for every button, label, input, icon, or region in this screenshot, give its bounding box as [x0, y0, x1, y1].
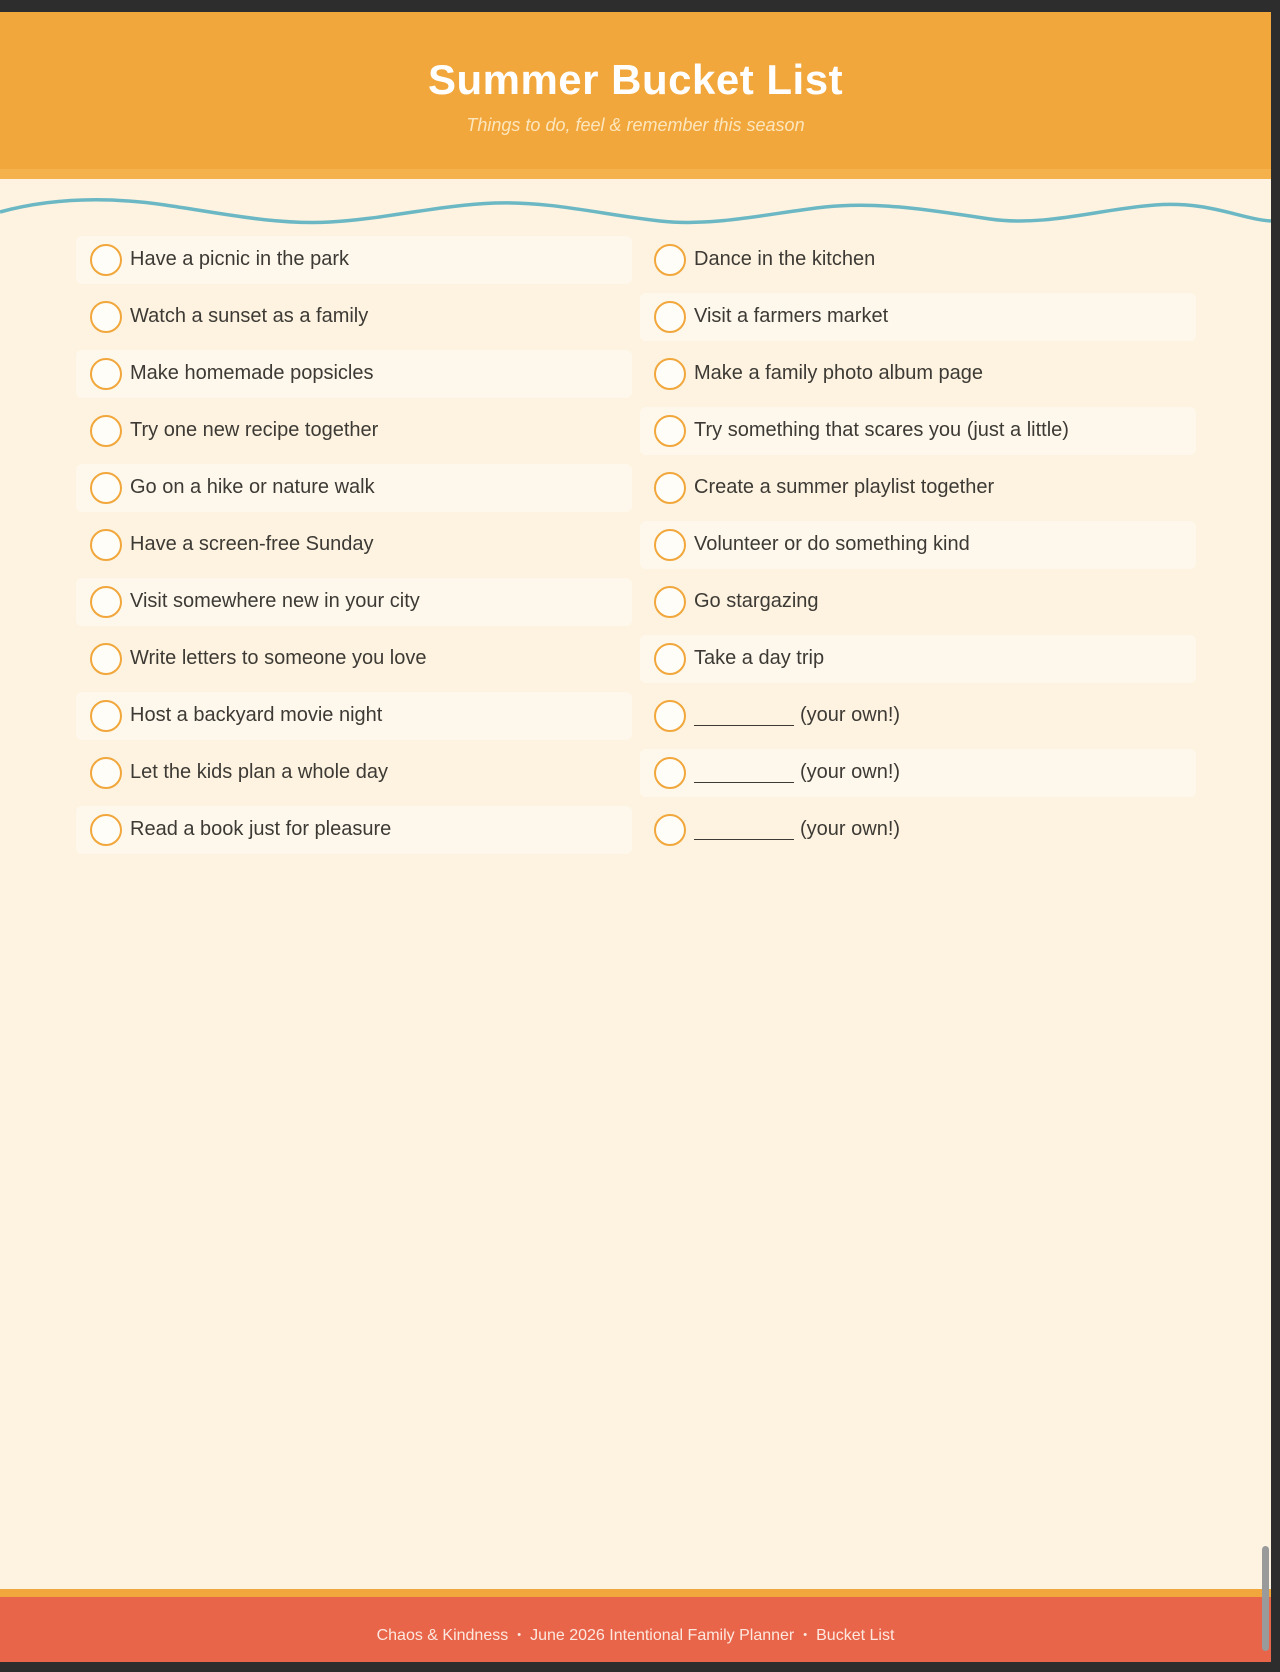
list-item	[76, 804, 632, 861]
item-label: Watch a sunset as a family	[130, 305, 369, 327]
item-label: Have a picnic in the park	[130, 248, 350, 270]
page-footer	[0, 1589, 1271, 1662]
window-top-bar	[0, 0, 1280, 12]
item-label: Create a summer playlist together	[694, 476, 995, 498]
checkbox-circle[interactable]	[90, 700, 122, 732]
item-label: Volunteer or do something kind	[694, 533, 970, 555]
list-item	[76, 462, 632, 519]
planner-page	[0, 12, 1271, 1662]
checkbox-circle[interactable]	[654, 757, 686, 789]
footer-planner: June 2026 Intentional Family Planner	[530, 1627, 795, 1644]
item-label: (your own!)	[800, 704, 901, 726]
item-label: Write letters to someone you love	[130, 647, 427, 669]
page-title: Summer Bucket List	[427, 56, 844, 103]
item-label: Have a screen-free Sunday	[130, 533, 374, 555]
item-label: Host a backyard movie night	[130, 704, 383, 726]
checkbox-circle[interactable]	[90, 814, 122, 846]
list-item	[640, 519, 1196, 576]
blank-line[interactable]	[694, 706, 794, 726]
list-item	[76, 576, 632, 633]
list-item	[76, 690, 632, 747]
scrollbar-track[interactable]	[1271, 12, 1280, 1662]
list-item	[640, 576, 1196, 633]
item-label: (your own!)	[800, 818, 901, 840]
checkbox-circle[interactable]	[654, 700, 686, 732]
list-item	[76, 747, 632, 804]
checkbox-circle[interactable]	[654, 529, 686, 561]
item-label: (your own!)	[800, 761, 901, 783]
checkbox-circle[interactable]	[654, 472, 686, 504]
checkbox-circle[interactable]	[654, 586, 686, 618]
checkbox-circle[interactable]	[90, 358, 122, 390]
item-label: Dance in the kitchen	[694, 248, 876, 270]
checkbox-circle[interactable]	[654, 244, 686, 276]
checkbox-circle[interactable]	[90, 757, 122, 789]
list-item	[640, 234, 1196, 291]
checkbox-circle[interactable]	[90, 529, 122, 561]
checkbox-circle[interactable]	[654, 358, 686, 390]
checkbox-circle[interactable]	[90, 472, 122, 504]
checkbox-circle[interactable]	[90, 301, 122, 333]
list-item	[640, 291, 1196, 348]
list-item-custom	[640, 690, 1196, 747]
checkbox-circle[interactable]	[654, 415, 686, 447]
item-label: Read a book just for pleasure	[130, 818, 392, 840]
item-label: Visit a farmers market	[694, 305, 889, 327]
list-item	[76, 519, 632, 576]
checkbox-circle[interactable]	[90, 643, 122, 675]
scrollbar-thumb[interactable]	[1262, 1546, 1269, 1651]
footer-separator: •	[803, 1629, 808, 1641]
list-item	[76, 234, 632, 291]
checkbox-circle[interactable]	[90, 586, 122, 618]
bucket-list	[76, 234, 1196, 861]
blank-line[interactable]	[694, 820, 794, 840]
checkbox-circle[interactable]	[90, 244, 122, 276]
page-subtitle: Things to do, feel & remember this season	[466, 115, 805, 135]
checkbox-circle[interactable]	[654, 814, 686, 846]
item-label: Make a family photo album page	[694, 362, 984, 384]
footer-section: Bucket List	[816, 1627, 895, 1644]
item-label: Let the kids plan a whole day	[130, 761, 388, 783]
list-item	[640, 348, 1196, 405]
item-label: Go on a hike or nature walk	[130, 476, 375, 498]
list-item-custom	[640, 804, 1196, 861]
checkbox-circle[interactable]	[654, 301, 686, 333]
footer-separator: •	[517, 1629, 522, 1641]
checkbox-circle[interactable]	[90, 415, 122, 447]
list-item	[640, 462, 1196, 519]
item-label: Go stargazing	[694, 590, 819, 612]
footer-brand: Chaos & Kindness	[376, 1627, 509, 1644]
window-bottom-bar	[0, 1662, 1280, 1672]
item-label: Make homemade popsicles	[130, 362, 374, 384]
page-header	[0, 12, 1271, 179]
footer-text	[0, 1627, 1271, 1645]
list-item	[76, 348, 632, 405]
item-label: Visit somewhere new in your city	[130, 590, 420, 612]
item-label: Try something that scares you (just a little)	[694, 419, 1069, 441]
right-column	[640, 234, 1196, 861]
list-item	[640, 633, 1196, 690]
list-item	[76, 291, 632, 348]
list-item	[76, 405, 632, 462]
item-label: Take a day trip	[694, 647, 825, 669]
list-item-custom	[640, 747, 1196, 804]
blank-line[interactable]	[694, 763, 794, 783]
list-item	[76, 633, 632, 690]
left-column	[76, 234, 632, 861]
checkbox-circle[interactable]	[654, 643, 686, 675]
list-item	[640, 405, 1196, 462]
item-label: Try one new recipe together	[130, 419, 379, 441]
